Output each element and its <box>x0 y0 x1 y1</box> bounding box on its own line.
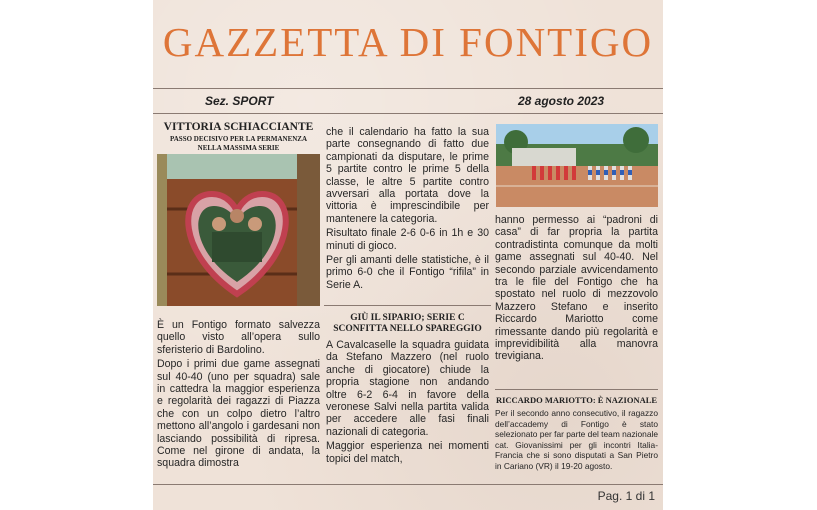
article2-column2 <box>495 214 658 365</box>
article1-paragraph5: Per gli amanti delle statistiche, è il primo 6-0 che il Fontigo “rifila” in Serie A. <box>326 254 489 291</box>
article1-column2 <box>326 126 489 293</box>
article2-column1 <box>326 339 489 467</box>
footer-rule <box>153 484 663 485</box>
photo-illustration-1 <box>157 154 320 306</box>
article3-title: RICCARDO MARIOTTO: È NAZIONALE <box>495 395 658 405</box>
article1-subtitle: PASSO DECISIVO PER LA PERMANENZA NELLA MASSIMA SERIE <box>169 135 308 152</box>
header-rule-bottom <box>153 113 663 114</box>
article3-text: Per il secondo anno consecutivo, il ragazzo dell’accademy di Fontigo è stato selezionato per far parte del team nazionale cat. Giovanissimi per gli incontri Italia-Francia che si sono disputati a San Pietro in Cariano (VR) il 19-20 agosto. <box>495 408 658 471</box>
article1-paragraph3: che il calendario ha fatto la sua parte consegnando di fatto due campionati da disputare, le prime 5 partite contro le prime 5 della classe, le altre 5 partite contro avversari alla portata dove la vittoria è imprescindibile per mantenere la categoria. <box>326 126 489 225</box>
masthead-title: GAZZETTA DI FONTIGO <box>162 19 654 65</box>
article1-title: VITTORIA SCHIACCIANTE <box>163 121 314 133</box>
header-rule-top <box>153 88 663 89</box>
article1-column1 <box>157 319 320 472</box>
page-number: Pag. 1 di 1 <box>597 489 655 503</box>
article2-rule <box>324 305 491 306</box>
article1-paragraph2: Dopo i primi due game assegnati sul 40-40 (uno per squadra) sale in cattedra la maggior esperienza e regolarità dei ragazzi di Piazza che con un colpo dietro l’altro mettono all’angolo i gardesani non lasciando possibilità di ripresa. Come nel girone di andata, la squadra dimostra <box>157 358 320 470</box>
team-photo-heart-barrel <box>157 154 320 306</box>
photo-illustration-2 <box>496 124 658 207</box>
article2-paragraph1: A Cavalcaselle la squadra guidata da Stefano Mazzero (nel ruolo anche di giocatore) chiude la propria stagione non andando oltre 6-2 6-4 in favore della veronese Salvi nella partita valida per accedere alle fasi finali nazionali di categoria. <box>326 339 489 438</box>
article2-title: GIÙ IL SIPARIO; SERIE C SCONFITTA NELLO SPAREGGIO <box>333 313 482 334</box>
issue-date: 28 agosto 2023 <box>518 94 605 108</box>
article2-paragraph3: hanno permesso ai “padroni di casa” di far propria la partita contradistinta comunque da molti game assegnati sul 40-40. Nel secondo parziale avvicendamento tra le file del Fontigo che ha spostato nel ruolo di mezzovolo Mazzero Stefano e inserito Riccardo Mariotto come rimessante dando più regolarità e imprevidibilità alla manovra trevigiana. <box>495 214 658 363</box>
newspaper-page <box>153 0 663 510</box>
team-photo-court <box>496 124 658 207</box>
article3-rule <box>495 389 658 390</box>
article1-paragraph1: È un Fontigo formato salvezza quello visto all’opera sullo sferisterio di Bardolino. <box>157 319 320 356</box>
article2-paragraph2: Maggior esperienza nei momenti topici del match, <box>326 440 489 465</box>
article1-paragraph4: Risultato finale 2-6 0-6 in 1h e 30 minuti di gioco. <box>326 227 489 252</box>
section-label: Sez. SPORT <box>205 94 274 108</box>
